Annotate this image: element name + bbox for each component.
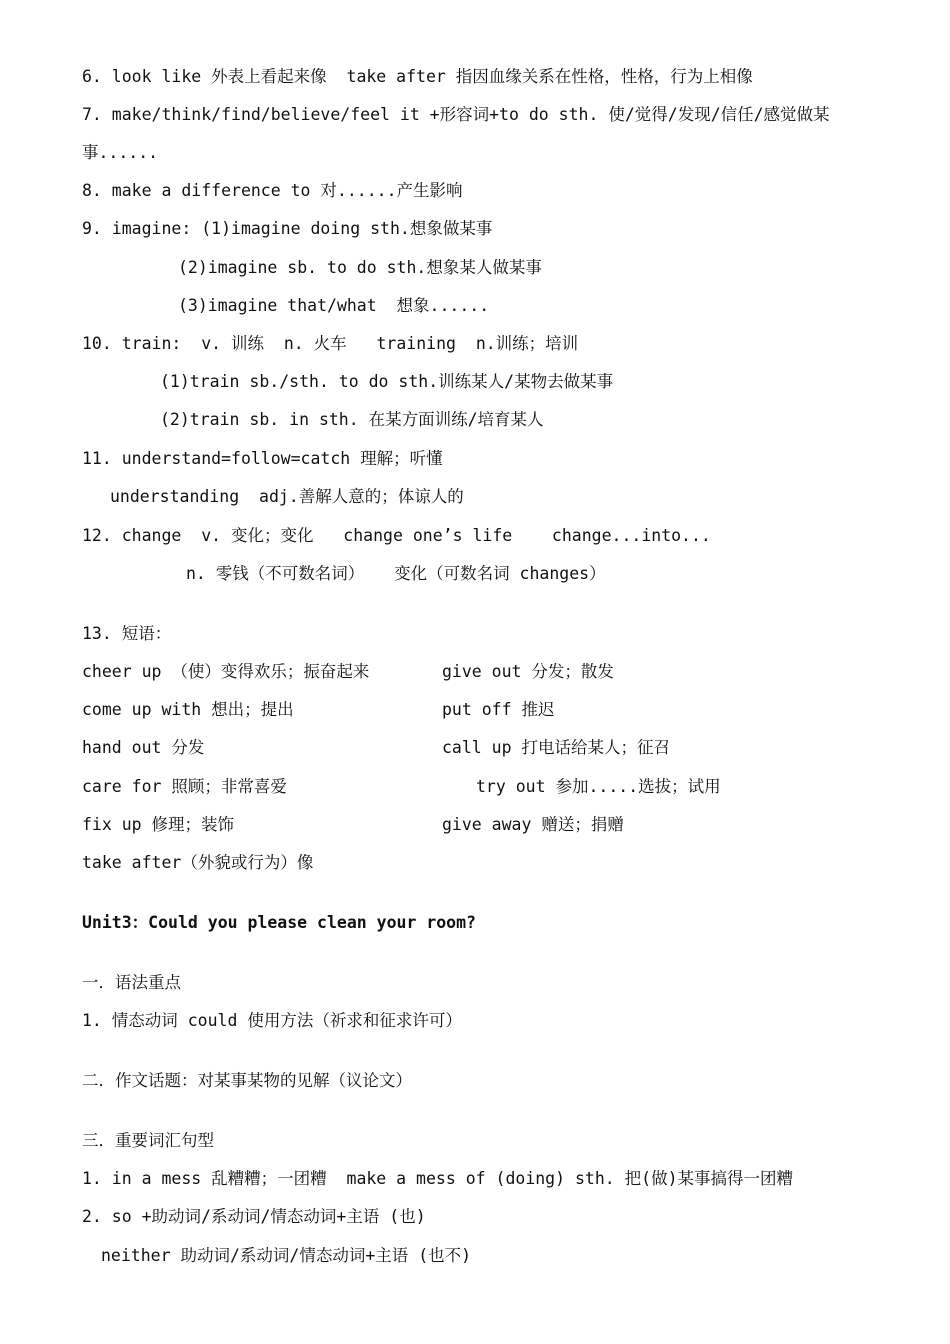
phrase-right: give out 分发；散发 <box>442 662 614 681</box>
phrase-row <box>82 852 882 874</box>
phrase-row <box>82 814 882 836</box>
note-line-7: 7. make/think/find/believe/feel it +形容词+to do sth. 使/觉得/发现/信任/感觉做某 <box>82 105 830 124</box>
phrase-row <box>82 737 882 759</box>
note-line-11: 11. understand=follow=catch 理解；听懂 <box>82 449 443 468</box>
note-line-6: 6. look like 外表上看起来像 take after 指因血缘关系在性格，性格，行为上相像 <box>82 67 753 86</box>
note-line-9-3: (3)imagine that/what 想象...... <box>178 296 490 315</box>
phrase-right: call up 打电话给某人；征召 <box>442 738 670 757</box>
grammar-item-1: 1. 情态动词 could 使用方法（祈求和征求许可） <box>82 1011 462 1030</box>
note-line-12: 12. change v. 变化；变化 change one’s life change...into... <box>82 526 711 545</box>
note-line-7-continued: 事...... <box>82 143 159 162</box>
section-heading-vocab: 三．重要词汇句型 <box>82 1131 214 1150</box>
note-line-9-2: (2)imagine sb. to do sth.想象某人做某事 <box>178 258 542 277</box>
note-line-12-noun: n. 零钱（不可数名词） 变化（可数名词 changes） <box>186 564 606 583</box>
phrase-left: hand out 分发 <box>82 738 205 757</box>
phrase-right: put off 推迟 <box>442 700 555 719</box>
phrase-right: try out 参加.....选拔；试用 <box>476 777 721 796</box>
phrase-left: fix up 修理；装饰 <box>82 815 235 834</box>
section-heading-writing: 二．作文话题：对某事某物的见解（议论文） <box>82 1071 412 1090</box>
note-line-10: 10. train: v. 训练 n. 火车 training n.训练；培训 <box>82 334 579 353</box>
phrases-heading: 13. 短语： <box>82 624 172 643</box>
phrase-left: cheer up （使）变得欢乐；振奋起来 <box>82 662 370 681</box>
note-line-10-2: (2)train sb. in sth. 在某方面训练/培育某人 <box>160 410 544 429</box>
phrase-left: come up with 想出；提出 <box>82 700 294 719</box>
section-heading-grammar: 一．语法重点 <box>82 973 181 992</box>
phrase-right: give away 赠送；捐赠 <box>442 815 624 834</box>
vocab-item-1: 1. in a mess 乱糟糟；一团糟 make a mess of (doing) sth. 把(做)某事搞得一团糟 <box>82 1169 794 1188</box>
unit3-title: Unit3：Could you please clean your room? <box>82 913 476 932</box>
phrase-row <box>82 661 882 683</box>
vocab-item-2-neither: neither 助动词/系动词/情态动词+主语 (也不) <box>101 1246 472 1265</box>
phrase-row <box>82 699 882 721</box>
vocab-item-2: 2. so +助动词/系动词/情态动词+主语 (也) <box>82 1207 426 1226</box>
phrase-row <box>82 776 882 798</box>
note-line-8: 8. make a difference to 对......产生影响 <box>82 181 463 200</box>
phrase-left: care for 照顾；非常喜爱 <box>82 777 287 796</box>
note-line-9: 9. imagine: (1)imagine doing sth.想象做某事 <box>82 219 493 238</box>
note-line-10-1: (1)train sb./sth. to do sth.训练某人/某物去做某事 <box>160 372 614 391</box>
phrase-left: take after（外貌或行为）像 <box>82 853 314 872</box>
note-line-11-understanding: understanding adj.善解人意的；体谅人的 <box>110 487 464 506</box>
